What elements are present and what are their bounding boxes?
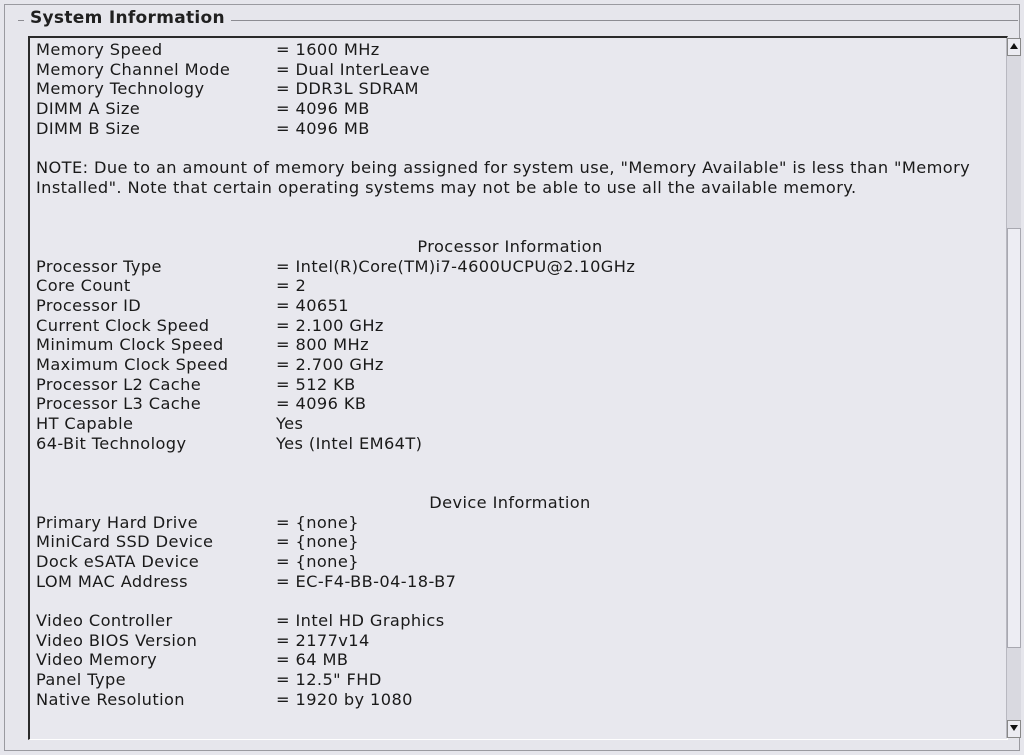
vertical-scrollbar[interactable] [1006, 38, 1021, 738]
info-value: = Intel HD Graphics [276, 610, 445, 630]
info-row [36, 60, 996, 80]
info-row [36, 572, 996, 592]
info-label: Current Clock Speed [36, 315, 210, 335]
info-value: Yes [276, 414, 304, 434]
info-label: Video Memory [36, 650, 158, 670]
info-row [36, 276, 996, 296]
info-panel [28, 36, 1008, 740]
info-row [36, 316, 996, 336]
info-row [36, 296, 996, 316]
info-label: Memory Technology [36, 79, 205, 99]
info-value: = 4096 MB [276, 99, 370, 119]
processor-heading: Processor Information [417, 236, 603, 256]
info-value: = {none} [276, 532, 359, 552]
info-value: = {none} [276, 512, 359, 532]
memory-section [36, 40, 996, 138]
info-row [36, 513, 996, 533]
info-label: Core Count [36, 276, 131, 296]
processor-section [36, 257, 996, 454]
info-row [36, 650, 996, 670]
video-section [36, 611, 996, 709]
info-label: Dock eSATA Device [36, 551, 200, 571]
info-value: = 2 [276, 276, 307, 296]
info-label: Memory Channel Mode [36, 59, 231, 79]
info-row [36, 79, 996, 99]
info-label: HT Capable [36, 414, 134, 434]
scroll-down-button[interactable] [1007, 720, 1021, 738]
info-value: = 4096 MB [276, 118, 370, 138]
info-value: = 2177v14 [276, 630, 370, 650]
info-content [36, 40, 996, 709]
info-row [36, 414, 996, 434]
device-heading: Device Information [429, 492, 591, 512]
info-row [36, 532, 996, 552]
info-value: = 64 MB [276, 650, 349, 670]
info-row [36, 40, 996, 60]
info-label: LOM MAC Address [36, 571, 188, 591]
info-label: Processor L3 Cache [36, 394, 202, 414]
info-value: = EC-F4-BB-04-18-B7 [276, 571, 457, 591]
info-value: = 1920 by 1080 [276, 689, 413, 709]
info-label: DIMM A Size [36, 99, 141, 119]
scroll-thumb[interactable] [1007, 228, 1021, 648]
info-value: = 512 KB [276, 374, 356, 394]
info-label: DIMM B Size [36, 118, 141, 138]
info-row [36, 631, 996, 651]
info-label: Processor L2 Cache [36, 374, 202, 394]
info-value: = Dual InterLeave [276, 59, 430, 79]
memory-note: NOTE: Due to an amount of memory being assigned for system use, "Memory Available" is less than "Memory Installed". Note that certain operating systems may not be able to use all the available memory. [36, 158, 971, 197]
info-row [36, 690, 996, 710]
info-value: Yes (Intel EM64T) [276, 433, 423, 453]
info-label: Maximum Clock Speed [36, 355, 229, 375]
info-label: Primary Hard Drive [36, 512, 198, 532]
info-label: Panel Type [36, 670, 126, 690]
info-label: Processor ID [36, 295, 142, 315]
info-label: Video Controller [36, 610, 173, 630]
info-label: 64-Bit Technology [36, 433, 187, 453]
info-row [36, 335, 996, 355]
scroll-up-button[interactable] [1007, 38, 1021, 56]
info-label: Memory Speed [36, 40, 163, 59]
group-title: System Information [24, 8, 231, 28]
info-value: = 1600 MHz [276, 40, 380, 59]
info-label: Processor Type [36, 256, 162, 276]
info-value: = 4096 KB [276, 394, 367, 414]
info-label: MiniCard SSD Device [36, 532, 214, 552]
info-value: = 40651 [276, 295, 350, 315]
arrow-up-icon [1008, 43, 1020, 49]
info-label: Video BIOS Version [36, 630, 198, 650]
info-row [36, 434, 996, 454]
info-value: = Intel(R)Core(TM)i7-4600UCPU@2.10GHz [276, 256, 636, 276]
info-label: Minimum Clock Speed [36, 335, 224, 355]
info-row [36, 257, 996, 277]
info-row [36, 355, 996, 375]
info-value: = {none} [276, 551, 359, 571]
info-row [36, 119, 996, 139]
info-row [36, 394, 996, 414]
info-row [36, 552, 996, 572]
info-row [36, 99, 996, 119]
info-row [36, 670, 996, 690]
info-row [36, 375, 996, 395]
info-value: = 2.100 GHz [276, 315, 384, 335]
arrow-down-icon [1008, 725, 1020, 731]
info-value: = 2.700 GHz [276, 355, 384, 375]
info-label: Native Resolution [36, 689, 185, 709]
info-value: = 12.5" FHD [276, 670, 382, 690]
info-row [36, 611, 996, 631]
info-value: = 800 MHz [276, 335, 369, 355]
device-section [36, 513, 996, 592]
info-value: = DDR3L SDRAM [276, 79, 419, 99]
